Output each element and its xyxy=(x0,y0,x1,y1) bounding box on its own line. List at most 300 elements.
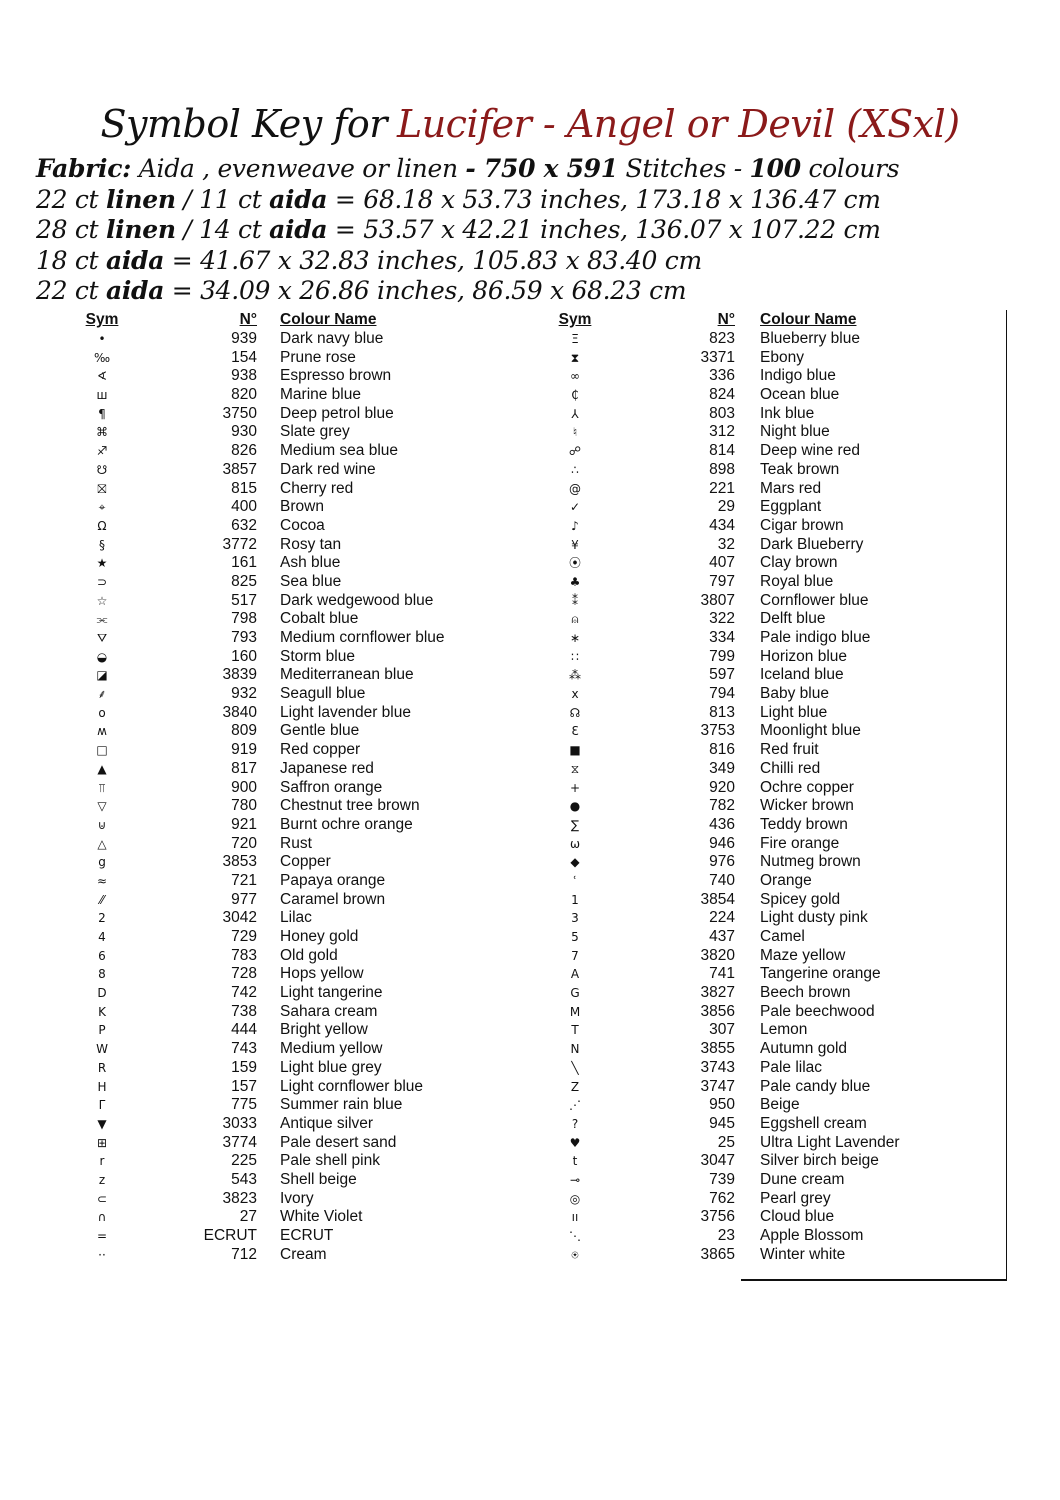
table-row xyxy=(540,442,1010,461)
colour-name: Eggplant xyxy=(760,498,822,516)
sha-icon: ш xyxy=(96,388,108,403)
size-line-mid: / 11 ct xyxy=(175,184,270,214)
thread-number: 775 xyxy=(231,1096,257,1114)
cup-dot-icon: ⊍ xyxy=(97,817,107,832)
thread-number: 160 xyxy=(231,647,257,665)
colour-name: Pale indigo blue xyxy=(760,629,871,646)
table-row xyxy=(70,1040,510,1059)
header-colour-name: Colour Name xyxy=(280,311,377,328)
table-row xyxy=(70,461,510,480)
colour-name: Japanese red xyxy=(280,759,374,777)
table-row xyxy=(540,666,1010,685)
table-row xyxy=(540,1003,1010,1022)
table-row xyxy=(540,835,1010,854)
superset-icon: ⊃ xyxy=(96,574,108,589)
colour-name: Cloud blue xyxy=(760,1208,835,1226)
table-row xyxy=(540,965,1010,984)
thread-number: 729 xyxy=(231,928,257,945)
thread-number: 161 xyxy=(231,554,257,572)
yen-icon: ¥ xyxy=(571,537,579,552)
thread-number: 27 xyxy=(239,1208,257,1226)
thread-number: 3753 xyxy=(700,722,735,740)
table-row xyxy=(70,891,510,910)
circle-letter-icon: o xyxy=(98,705,106,720)
table-row xyxy=(70,405,510,424)
table-row xyxy=(540,648,1010,667)
g-letter-icon: g xyxy=(98,855,106,870)
size-line-b1: aida xyxy=(105,245,165,275)
letter-m-icon: M xyxy=(569,1004,581,1019)
table-row xyxy=(70,386,510,405)
table-row xyxy=(540,1227,1010,1246)
table-row xyxy=(540,1078,1010,1097)
table-row xyxy=(70,1096,510,1115)
thread-number: 3840 xyxy=(222,703,257,721)
thread-number: 224 xyxy=(709,909,735,927)
stitches-label: Stitches - xyxy=(617,154,750,183)
colour-name: Maze yellow xyxy=(760,946,846,964)
table-row xyxy=(70,1059,510,1078)
colour-name: Light dusty pink xyxy=(760,909,868,927)
table-row xyxy=(540,330,1010,349)
plus-icon: + xyxy=(569,780,581,795)
colour-name: Beech brown xyxy=(760,984,851,1002)
size-line-post: = 41.67 x 32.83 inches, 105.83 x 83.40 cm xyxy=(164,245,702,275)
table-row xyxy=(70,1190,510,1209)
triangle-down-filled-icon: ▼ xyxy=(97,1116,107,1131)
digit-7-icon: 7 xyxy=(571,948,579,963)
table-row xyxy=(540,704,1010,723)
colour-name: Eggshell cream xyxy=(760,1114,867,1132)
table-row xyxy=(70,1227,510,1246)
colour-name: Night blue xyxy=(760,423,830,441)
table-row xyxy=(70,984,510,1003)
table-row xyxy=(540,367,1010,386)
star-outline-icon: ☆ xyxy=(96,593,108,608)
table-row xyxy=(540,423,1010,442)
thread-number: 3371 xyxy=(700,348,735,366)
thread-number: 797 xyxy=(709,572,735,590)
thread-number: 334 xyxy=(709,629,735,646)
colour-name: Orange xyxy=(760,871,812,889)
boxed-star-icon: ⛝ xyxy=(97,481,107,496)
fabric-line xyxy=(36,154,899,185)
colour-name: ECRUT xyxy=(280,1227,334,1244)
table-row xyxy=(70,1152,510,1171)
colour-name: Tangerine orange xyxy=(760,965,881,983)
section-icon: § xyxy=(99,537,105,552)
size-line-pre: 28 ct xyxy=(36,215,106,244)
thread-number: 803 xyxy=(709,404,735,422)
colour-name: Shell beige xyxy=(280,1170,357,1188)
table-row xyxy=(70,554,510,573)
thread-number: 543 xyxy=(231,1170,257,1188)
colour-name: Iceland blue xyxy=(760,666,844,684)
diamond-filled-icon: ◆ xyxy=(570,855,580,870)
thread-number: 434 xyxy=(709,516,735,534)
table-row xyxy=(70,610,510,629)
colours-label: colours xyxy=(800,154,900,183)
size-line-b1: aida xyxy=(105,276,165,305)
asterisk-icon: ∗ xyxy=(569,631,581,645)
thread-number: 794 xyxy=(709,685,735,703)
sigma-icon: ∑ xyxy=(570,817,580,832)
leaf-icon: ⸙ xyxy=(97,687,107,702)
table-row xyxy=(70,835,510,854)
double-bar-icon: ıı xyxy=(571,1210,579,1225)
table-row xyxy=(70,1134,510,1153)
triangle-down-outline-icon: ▽ xyxy=(97,799,107,814)
table-row xyxy=(70,573,510,592)
size-line-b1: linen xyxy=(105,184,176,214)
colour-name: Saffron orange xyxy=(280,778,383,796)
table-header xyxy=(540,310,1010,330)
table-row xyxy=(540,1152,1010,1171)
letter-g-icon: G xyxy=(570,986,580,1001)
table-row xyxy=(540,1246,1010,1265)
table-row xyxy=(540,1059,1010,1078)
table-row xyxy=(540,1115,1010,1134)
thread-number: 3853 xyxy=(222,853,257,871)
colour-name: Brown xyxy=(280,498,324,516)
colour-name: Pearl grey xyxy=(760,1189,831,1207)
header-sym: Sym xyxy=(85,311,119,328)
command-icon: ⌘ xyxy=(96,425,108,440)
star-filled-icon: ★ xyxy=(96,556,108,571)
colour-name: Cigar brown xyxy=(760,516,844,534)
table-row xyxy=(70,722,510,741)
table-row xyxy=(70,1078,510,1097)
colour-name: Ocean blue xyxy=(760,386,840,404)
colour-name: Mars red xyxy=(760,479,822,497)
bullseye-icon: ◎ xyxy=(569,1191,581,1206)
table-row xyxy=(70,423,510,442)
plug-icon: ⫘ xyxy=(96,612,108,627)
equals-icon: = xyxy=(96,1229,108,1243)
half-circle-icon: ◒ xyxy=(96,649,108,664)
omega-icon: Ω xyxy=(97,518,107,533)
table-row xyxy=(70,442,510,461)
square-filled-icon: ■ xyxy=(569,743,581,758)
colour-name: Wicker brown xyxy=(760,797,854,815)
colour-name: Winter white xyxy=(760,1245,846,1263)
thread-number: 3807 xyxy=(700,591,735,609)
thread-number: ECRUT xyxy=(203,1227,257,1244)
question-icon: ? xyxy=(571,1116,579,1131)
colour-name: Baby blue xyxy=(760,685,829,703)
thread-number: 3839 xyxy=(222,666,257,684)
double-slash-icon: ⁄⁄ xyxy=(99,892,104,907)
thread-number: 932 xyxy=(231,685,257,703)
colour-name: Ivory xyxy=(280,1189,314,1207)
colour-name: Copper xyxy=(280,853,331,871)
size-line-post: = 53.57 x 42.21 inches, 136.07 x 107.22 cm xyxy=(327,215,881,244)
thread-number: 945 xyxy=(709,1114,735,1132)
table-row xyxy=(540,816,1010,835)
thread-number: 159 xyxy=(231,1058,257,1076)
thread-number: 813 xyxy=(709,703,735,721)
letter-d-icon: D xyxy=(97,986,107,1001)
colour-name: Storm blue xyxy=(280,647,355,665)
thread-number: 798 xyxy=(231,610,257,628)
colour-name: Dark navy blue xyxy=(280,330,384,347)
table-row xyxy=(540,498,1010,517)
size-line-pre: 22 ct xyxy=(36,184,106,214)
colour-name: Ebony xyxy=(760,348,804,366)
colour-name: Deep petrol blue xyxy=(280,404,394,422)
colour-name: Royal blue xyxy=(760,572,834,590)
letter-a-icon: A xyxy=(570,967,580,982)
colour-name: Lemon xyxy=(760,1021,808,1039)
asterism-icon: ⁂ xyxy=(569,668,581,683)
table-row xyxy=(70,816,510,835)
table-row xyxy=(540,536,1010,555)
colour-name: Seagull blue xyxy=(280,685,366,703)
table-row xyxy=(540,1021,1010,1040)
table-row xyxy=(540,592,1010,611)
header-number: N° xyxy=(717,311,735,328)
letter-z-lower-icon: z xyxy=(98,1172,106,1187)
square-outline-icon: □ xyxy=(96,743,108,758)
table-row xyxy=(540,573,1010,592)
table-row xyxy=(540,891,1010,910)
subset-icon: ⊂ xyxy=(96,1191,108,1206)
thread-number: 825 xyxy=(231,572,257,590)
stitch-count: - 750 x 591 xyxy=(465,154,618,183)
thread-number: 826 xyxy=(231,442,257,460)
colour-name: Rosy tan xyxy=(280,535,342,553)
thread-number: 3854 xyxy=(700,890,735,908)
colour-name: Medium yellow xyxy=(280,1040,383,1058)
thread-number: 3856 xyxy=(700,1002,735,1020)
thread-number: 939 xyxy=(231,330,257,347)
colour-name: Light tangerine xyxy=(280,984,383,1002)
colour-name: Dune cream xyxy=(760,1170,845,1188)
colour-count: 100 xyxy=(749,154,801,183)
table-row xyxy=(70,1115,510,1134)
colour-name: Pale shell pink xyxy=(280,1152,380,1170)
colour-name: Light blue grey xyxy=(280,1058,382,1076)
table-row xyxy=(540,947,1010,966)
thread-number: 597 xyxy=(709,666,735,684)
colour-name: Blueberry blue xyxy=(760,330,860,347)
letter-r-lower-icon: r xyxy=(99,1154,105,1169)
letter-p-icon: P xyxy=(98,1023,106,1038)
table-row xyxy=(540,872,1010,891)
colour-name: Cornflower blue xyxy=(760,591,869,609)
approx-icon: ≈ xyxy=(96,873,108,888)
table-row xyxy=(540,1134,1010,1153)
colour-name: Chilli red xyxy=(760,759,821,777)
thread-number: 728 xyxy=(231,965,257,983)
colour-name: Bright yellow xyxy=(280,1021,368,1039)
size-line-pre: 18 ct xyxy=(36,245,106,275)
digit-1-icon: 1 xyxy=(571,892,579,907)
colour-name: Antique silver xyxy=(280,1114,374,1132)
colour-name: Honey gold xyxy=(280,928,359,945)
circled-star-icon: ⍟ xyxy=(571,1247,579,1262)
table-row xyxy=(540,405,1010,424)
colour-name: Red copper xyxy=(280,741,361,759)
thread-number: 977 xyxy=(231,890,257,908)
y-turned-icon: ⅄ xyxy=(571,406,579,421)
colour-name: Rust xyxy=(280,834,312,852)
colour-name: Camel xyxy=(760,928,805,945)
per-mille-icon: ‰ xyxy=(93,350,111,365)
colour-name: Pale beechwood xyxy=(760,1002,875,1020)
table-right-border xyxy=(1006,310,1007,1280)
table-row xyxy=(70,1208,510,1227)
table-row xyxy=(70,797,510,816)
thread-number: 898 xyxy=(709,460,735,478)
table-row xyxy=(540,984,1010,1003)
cedi-icon: ₵ xyxy=(571,388,579,403)
thread-number: 740 xyxy=(709,871,735,889)
thread-number: 720 xyxy=(231,834,257,852)
thread-number: 824 xyxy=(709,386,735,404)
page-title xyxy=(0,98,1060,150)
colour-name: Espresso brown xyxy=(280,367,392,385)
size-line xyxy=(36,276,899,307)
music-note-icon: ♪ xyxy=(571,518,579,533)
bowtie-icon: ⧖ xyxy=(570,761,580,776)
thread-number: 946 xyxy=(709,834,735,852)
table-row xyxy=(70,480,510,499)
thread-number: 3743 xyxy=(700,1058,735,1076)
thread-number: 976 xyxy=(709,853,735,871)
size-line-pre: 22 ct xyxy=(36,276,106,305)
table-row xyxy=(540,461,1010,480)
colour-name: Gentle blue xyxy=(280,722,360,740)
pilcrow-icon: ¶ xyxy=(98,406,106,421)
colour-name: Slate grey xyxy=(280,423,350,441)
thread-number: 938 xyxy=(231,367,257,385)
thread-number: 814 xyxy=(709,442,735,460)
table-row xyxy=(70,685,510,704)
check-icon: ✓ xyxy=(569,500,581,515)
thread-number: 25 xyxy=(717,1133,735,1151)
table-row xyxy=(70,947,510,966)
table-row xyxy=(540,386,1010,405)
colour-name: Ultra Light Lavender xyxy=(760,1133,900,1151)
table-row xyxy=(540,928,1010,947)
thread-number: 3823 xyxy=(222,1189,257,1207)
table-row xyxy=(70,1003,510,1022)
colour-name: Cobalt blue xyxy=(280,610,359,628)
table-row xyxy=(540,1096,1010,1115)
table-bottom-border xyxy=(741,1279,1007,1281)
colour-name: Dark wedgewood blue xyxy=(280,591,434,609)
colour-name: Fire orange xyxy=(760,834,840,852)
thread-number: 3047 xyxy=(700,1152,735,1170)
table-row xyxy=(70,965,510,984)
size-line xyxy=(36,246,899,277)
thread-number: 3855 xyxy=(700,1040,735,1058)
colour-name: Ink blue xyxy=(760,404,815,422)
thread-number: 336 xyxy=(709,367,735,385)
thread-number: 930 xyxy=(231,423,257,441)
thread-number: 3865 xyxy=(700,1245,735,1263)
letter-k-icon: K xyxy=(98,1004,106,1019)
thread-number: 3750 xyxy=(222,404,257,422)
thread-number: 823 xyxy=(709,330,735,347)
colour-name: Horizon blue xyxy=(760,647,848,665)
intersection-icon: ∩ xyxy=(97,1210,107,1225)
thread-number: 809 xyxy=(231,722,257,740)
four-dots-icon: ∷ xyxy=(571,649,579,664)
thread-number: 322 xyxy=(709,610,735,628)
thread-number: 799 xyxy=(709,647,735,665)
colour-name: Light blue xyxy=(760,703,828,721)
boxed-plus-icon: ⊞ xyxy=(96,1135,108,1150)
table-row xyxy=(540,722,1010,741)
table-row xyxy=(540,480,1010,499)
letter-z-icon: Z xyxy=(570,1079,580,1094)
half-square-icon: ◪ xyxy=(96,668,108,683)
table-row xyxy=(540,1171,1010,1190)
table-row xyxy=(70,741,510,760)
table-row xyxy=(70,629,510,648)
fabric-label: Fabric: xyxy=(36,154,132,183)
thread-number: 154 xyxy=(231,348,257,366)
colour-name: Light cornflower blue xyxy=(280,1077,424,1095)
digit-2-icon: 2 xyxy=(98,911,106,926)
table-row xyxy=(70,498,510,517)
size-line-b2: aida xyxy=(269,184,328,214)
thread-number: 23 xyxy=(717,1227,735,1244)
colour-name: Old gold xyxy=(280,946,338,964)
colour-name: Clay brown xyxy=(760,554,838,572)
thread-number: 817 xyxy=(231,759,257,777)
colour-name: Ash blue xyxy=(280,554,341,572)
thread-number: 3820 xyxy=(700,946,735,964)
table-row xyxy=(70,536,510,555)
club-icon: ♣ xyxy=(569,574,581,589)
thread-number: 312 xyxy=(709,423,735,441)
triangle-up-outline-icon: △ xyxy=(97,836,107,851)
gamma-icon: Γ xyxy=(98,1098,106,1113)
crosshair-icon: ⌖ xyxy=(98,500,106,515)
thread-number: 3827 xyxy=(700,984,735,1002)
pattern-name: Lucifer - Angel or Devil (XSxl) xyxy=(396,102,960,146)
boxed-heart-icon: ♥ xyxy=(569,1135,581,1150)
letter-n-icon: N xyxy=(570,1042,580,1057)
digit-8-icon: 8 xyxy=(98,967,106,982)
omega-lower-icon: ω xyxy=(569,836,581,851)
thread-number: 632 xyxy=(231,516,257,534)
colour-name: Medium sea blue xyxy=(280,442,399,460)
colour-name: Medium cornflower blue xyxy=(280,629,445,646)
table-row xyxy=(70,872,510,891)
colour-name: Sea blue xyxy=(280,572,342,590)
colour-name: Spicey gold xyxy=(760,890,841,908)
table-row xyxy=(540,517,1010,536)
colour-name: White Violet xyxy=(280,1208,363,1226)
table-row xyxy=(70,592,510,611)
opposition-icon: ☍ xyxy=(568,444,582,459)
colour-name: Marine blue xyxy=(280,386,361,404)
dot-line-icon: ⊸ xyxy=(569,1172,581,1187)
digit-6-icon: 6 xyxy=(98,948,106,963)
colour-name: Lilac xyxy=(280,909,312,927)
thread-number: 921 xyxy=(231,815,257,833)
table-row xyxy=(70,853,510,872)
table-row xyxy=(540,685,1010,704)
colour-name: Chestnut tree brown xyxy=(280,797,420,815)
table-row xyxy=(540,1190,1010,1209)
thread-number: 221 xyxy=(709,479,735,497)
colour-name: Nutmeg brown xyxy=(760,853,861,871)
